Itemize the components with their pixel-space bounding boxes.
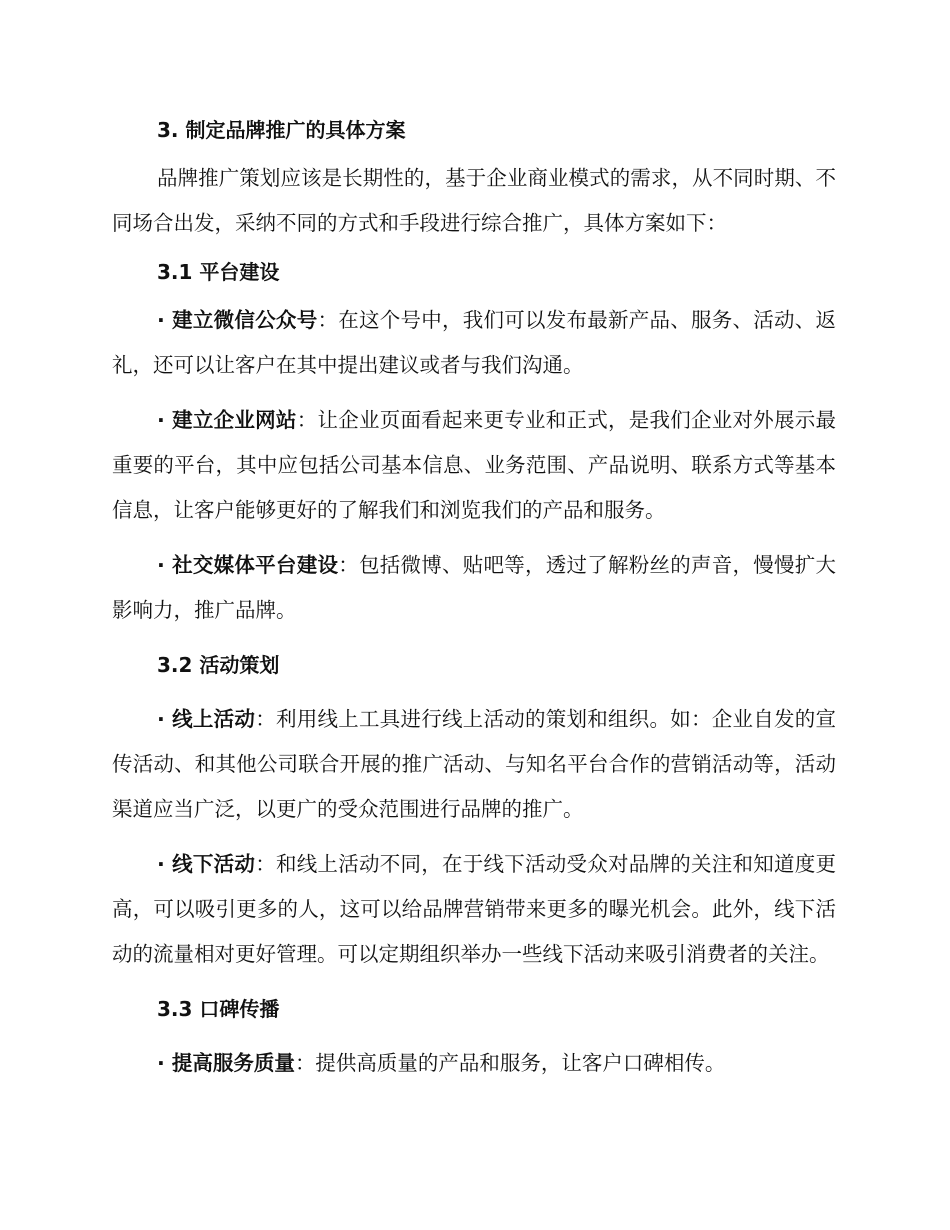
item-online-events bbox=[112, 697, 836, 832]
item-lead: · 建立企业网站 bbox=[157, 408, 297, 432]
item-text: ：包括微博、贴吧等，透过了解粉丝的声音，慢慢扩大影响力，推广品牌。 bbox=[112, 553, 836, 622]
subsection-title-events: 3.2 活动策划 bbox=[157, 653, 280, 677]
item-wechat bbox=[112, 298, 836, 388]
item-social-media bbox=[112, 543, 836, 633]
subsection-title-word-of-mouth: 3.3 口碑传播 bbox=[157, 997, 280, 1021]
item-text: ：提供高质量的产品和服务，让客户口碑相传。 bbox=[294, 1051, 726, 1075]
item-text: ：在这个号中，我们可以发布最新产品、服务、活动、返礼，还可以让客户在其中提出建议或者与我们沟通。 bbox=[112, 308, 836, 377]
item-website bbox=[112, 398, 836, 533]
item-lead: · 线上活动 bbox=[157, 707, 256, 731]
item-lead: · 建立微信公众号 bbox=[157, 308, 318, 332]
item-text: ：利用线上工具进行线上活动的策划和组织。如：企业自发的宣传活动、和其他公司联合开展的推广活动、与知名平台合作的营销活动等，活动渠道应当广泛，以更广的受众范围进行品牌的推广。 bbox=[112, 707, 836, 821]
item-offline-events bbox=[112, 842, 836, 977]
document-page bbox=[112, 108, 836, 1086]
item-lead: · 提高服务质量 bbox=[157, 1051, 295, 1075]
section-intro: 品牌推广策划应该是长期性的，基于企业商业模式的需求，从不同时期、不同场合出发，采纳不同的方式和手段进行综合推广，具体方案如下： bbox=[112, 166, 836, 235]
item-lead: · 线下活动 bbox=[157, 852, 256, 876]
item-service-quality bbox=[112, 1041, 836, 1086]
item-text: ：让企业页面看起来更专业和正式，是我们企业对外展示最重要的平台，其中应包括公司基本信息、业务范围、产品说明、联系方式等基本信息，让客户能够更好的了解我们和浏览我们的产品和服务。 bbox=[112, 408, 837, 522]
section-title: 3. 制定品牌推广的具体方案 bbox=[157, 118, 406, 142]
item-text: ：和线上活动不同，在于线下活动受众对品牌的关注和知道度更高，可以吸引更多的人，这可以给品牌营销带来更多的曝光机会。此外，线下活动的流量相对更好管理。可以定期组织举办一些线下活动来吸引消费者的关注。 bbox=[112, 852, 836, 966]
item-lead: · 社交媒体平台建设 bbox=[157, 553, 339, 577]
subsection-title-platform: 3.1 平台建设 bbox=[157, 260, 280, 284]
